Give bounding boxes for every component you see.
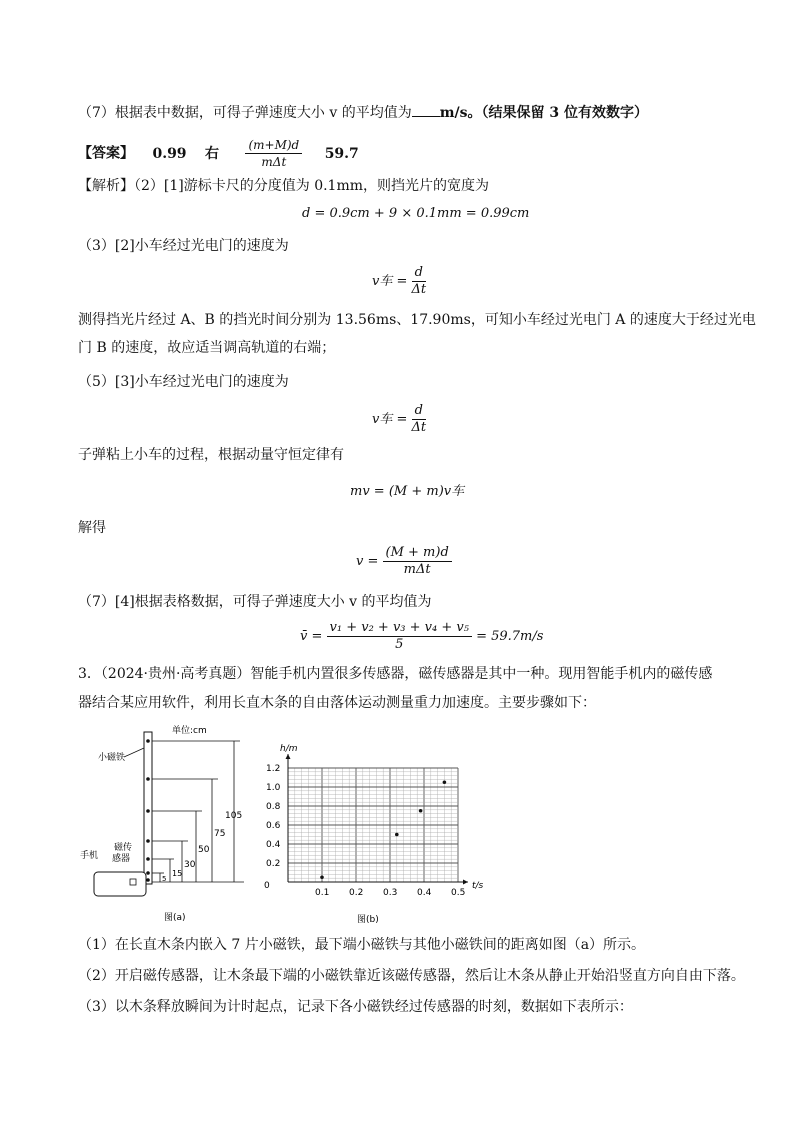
chart-axes	[286, 754, 469, 885]
equation-5	[356, 545, 452, 578]
equation-6	[300, 620, 543, 653]
answer-3-denominator: mΔt	[261, 155, 287, 169]
x-axis-arrow	[463, 880, 468, 885]
y-tick-label: 1.2	[266, 764, 281, 774]
analysis-para-2: 门 B 的速度，故应适当调高轨道的右端；	[78, 340, 336, 356]
q7-unit: m/s。（结果保留 3 位有效数字）	[439, 105, 649, 121]
answer-4: 59.7	[324, 145, 359, 162]
equation-2-lhs: v车 =	[372, 274, 408, 289]
analysis-step-7: （7）[4]根据表格数据，可得子弹速度大小 v 的平均值为	[78, 594, 432, 610]
analysis-step-5: （5）[3]小车经过光电门的速度为	[78, 374, 289, 390]
sensor-label-line2: 感器	[112, 854, 131, 864]
x-tick-label: 0.5	[451, 888, 466, 898]
chart-tick-labels	[266, 764, 465, 898]
distance-15: 15	[172, 869, 183, 878]
y-tick-label: 0.6	[266, 821, 281, 831]
magnet-dot	[146, 857, 150, 861]
sensor-label-line1: 磁传	[114, 843, 133, 853]
equation-6-denominator: 5	[395, 637, 404, 652]
equation-6-numerator: v₁ + v₂ + v₃ + v₄ + v₅	[327, 620, 472, 637]
data-point	[395, 833, 399, 837]
wooden-bar	[144, 732, 152, 884]
equation-2	[372, 265, 426, 298]
q3-step-1: （1）在长直木条内嵌入 7 片小磁铁，最下端小磁铁与其他小磁铁间的距离如图（a）所示。	[78, 937, 646, 953]
equation-3-numerator: d	[412, 403, 427, 420]
equation-3-denominator: Δt	[411, 420, 427, 435]
magnet-label: 小磁铁	[98, 753, 126, 763]
data-point	[443, 780, 447, 784]
analysis-para-4: 解得	[78, 520, 106, 536]
magnet-dot	[146, 809, 150, 813]
y-axis-label: h/m	[280, 744, 298, 754]
magnet-dot	[146, 739, 150, 743]
q3-step-3: （3）以木条释放瞬间为计时起点，记录下各小磁铁经过传感器的时刻，数据如下表所示：	[78, 999, 633, 1015]
answer-3-fraction	[245, 137, 302, 170]
distance-5: 5	[162, 875, 167, 883]
answer-blank	[412, 104, 440, 117]
equation-2-denominator: Δt	[411, 282, 427, 297]
equation-3-lhs: v车 =	[372, 412, 408, 427]
equation-6-lhs: v̄ =	[300, 629, 323, 644]
y-tick-label: 0.2	[266, 859, 281, 869]
magnet-dot	[146, 839, 150, 843]
equation-5-lhs: v =	[356, 554, 379, 569]
phone-label: 手机	[80, 851, 99, 861]
q3-title-b: 器结合某应用软件，利用长直木条的自由落体运动测量重力加速度。主要步骤如下：	[78, 695, 596, 711]
figure-b-chart	[250, 742, 490, 926]
distance-105: 105	[225, 811, 243, 821]
equation-1: d = 0.9cm + 9 × 0.1mm = 0.99cm	[302, 206, 530, 221]
x-tick-label: 0.3	[383, 888, 398, 898]
figure-a-diagram	[78, 724, 253, 924]
equation-6-rhs: = 59.7m/s	[476, 629, 544, 644]
magnet-dot	[146, 777, 150, 781]
origin-label: 0	[264, 881, 270, 891]
magnet-dot	[146, 878, 150, 882]
distance-50: 50	[198, 845, 210, 855]
distance-75: 75	[214, 829, 226, 839]
y-tick-label: 0.8	[266, 802, 281, 812]
equation-2-fraction	[412, 265, 427, 298]
answer-1: 0.99	[152, 145, 187, 162]
x-tick-label: 0.4	[417, 888, 432, 898]
equation-6-fraction	[327, 620, 472, 653]
y-axis-arrow	[286, 754, 291, 759]
answer-3-numerator: (m+M)d	[245, 137, 302, 154]
data-point	[320, 875, 324, 879]
magnet-dot	[146, 871, 150, 875]
equation-3-fraction	[412, 403, 427, 436]
phone-shape	[94, 872, 146, 896]
sensor-square	[130, 879, 136, 885]
y-tick-label: 0.4	[266, 840, 281, 850]
analysis-para-1: 测得挡光片经过 A、B 的挡光时间分别为 13.56ms、17.90ms，可知小车经过光电门 A 的速度大于经过光电	[78, 312, 756, 328]
x-tick-label: 0.2	[349, 888, 364, 898]
analysis-step-3: （3）[2]小车经过光电门的速度为	[78, 238, 289, 254]
equation-5-denominator: mΔt	[403, 562, 431, 577]
chart-grid	[288, 768, 458, 882]
y-tick-label: 1.0	[266, 783, 281, 793]
q7-prompt: （7）根据表中数据，可得子弹速度大小 v 的平均值为	[78, 105, 412, 121]
x-axis-label: t/s	[472, 881, 484, 891]
equation-3	[372, 403, 426, 436]
unit-label: 单位:cm	[172, 726, 207, 736]
magnet-pointer	[124, 748, 144, 757]
q7-line	[78, 103, 648, 123]
distance-30: 30	[184, 860, 196, 870]
q3-title-a: 3．（2024·贵州·高考真题）智能手机内置很多传感器，磁传感器是其中一种。现用智能手机内的磁传感	[78, 666, 713, 682]
analysis-para-3: 子弹粘上小车的过程，根据动量守恒定律有	[78, 447, 344, 463]
equation-2-numerator: d	[412, 265, 427, 282]
answer-2: 右	[205, 145, 220, 162]
figure-b-caption: 图(b)	[357, 915, 379, 925]
q3-step-2: （2）开启磁传感器，让木条最下端的小磁铁靠近该磁传感器，然后让木条从静止开始沿竖直方向自由下落。	[78, 968, 745, 984]
equation-5-fraction	[383, 545, 452, 578]
answer-label: 【答案】	[78, 145, 134, 162]
analysis-intro: 【解析】（2）[1]游标卡尺的分度值为 0.1mm，则挡光片的宽度为	[78, 178, 490, 194]
x-tick-label: 0.1	[315, 888, 330, 898]
equation-5-numerator: (M + m)d	[383, 545, 452, 562]
data-point	[419, 809, 423, 813]
equation-4: mv = (M + m)v车	[350, 484, 465, 499]
answer-line	[78, 137, 359, 170]
figure-a-caption: 图(a)	[164, 913, 186, 923]
